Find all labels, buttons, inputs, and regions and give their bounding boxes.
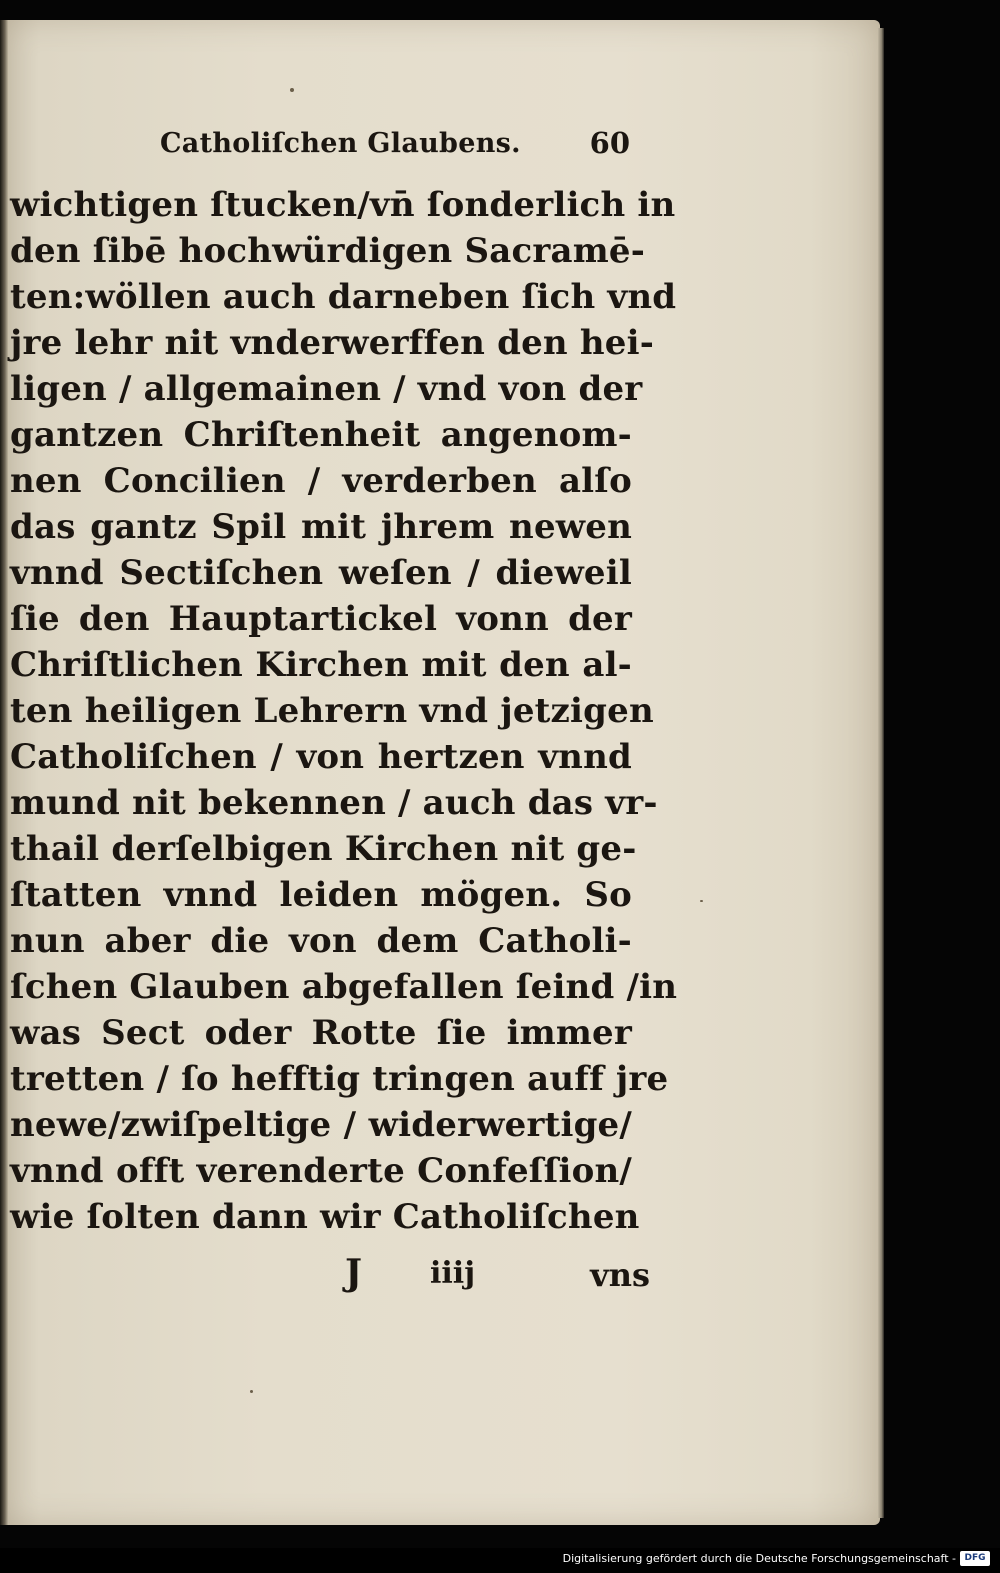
paper-speck xyxy=(290,88,294,92)
text-line: wie ſolten dann wir Catholiſchen xyxy=(10,1197,640,1237)
text-line: nun aber die von dem Catholi- xyxy=(10,921,632,961)
catchline xyxy=(10,1252,650,1302)
digitization-footer xyxy=(0,1548,1000,1573)
text-line: nen Concilien / verderben alſo xyxy=(10,461,632,501)
text-line: ſie den Hauptartickel vonn der xyxy=(10,599,632,639)
running-head xyxy=(160,128,630,168)
paper-speck xyxy=(250,1390,253,1393)
text-line: den ſibē hochwürdigen Sacramē- xyxy=(10,231,646,271)
text-line: ten heiligen Lehrern vnd jetzigen xyxy=(10,691,654,731)
text-line: wichtigen ſtucken/vn̄ ſonderlich in xyxy=(10,185,676,225)
paper-speck xyxy=(700,900,703,902)
text-line: thail derſelbigen Kirchen nit ge- xyxy=(10,829,637,869)
funding-credit: Digitalisierung gefördert durch die Deutsche Forschungsgemeinschaft - xyxy=(562,1552,956,1565)
page-number: 60 xyxy=(589,126,630,160)
text-line: ligen / allgemainen / vnd von der xyxy=(10,369,643,409)
text-line: Catholiſchen / von hertzen vnnd xyxy=(10,737,632,777)
running-head-title: Catholiſchen Glaubens. xyxy=(160,128,521,159)
text-line: tretten / ſo hefftig tringen auff jre xyxy=(10,1059,669,1099)
text-line: gantzen Chriſtenheit angenom- xyxy=(10,415,632,455)
text-line: das gantz Spil mit jhrem newen xyxy=(10,507,632,547)
text-line: jre lehr nit vnderwerffen den hei- xyxy=(10,323,655,363)
page-fore-edge xyxy=(878,28,884,1518)
signature-number: iiij xyxy=(430,1256,476,1291)
text-line: newe/zwiſpeltige / widerwertige/ xyxy=(10,1105,632,1145)
page-gutter-edge xyxy=(0,20,8,1525)
text-line: mund nit bekennen / auch das vr- xyxy=(10,783,658,823)
text-line: vnnd offt verenderte Confeſſion/ xyxy=(10,1151,632,1191)
text-line: vnnd Sectiſchen weſen / dieweil xyxy=(10,553,632,593)
text-line: ſtatten vnnd leiden mögen. So xyxy=(10,875,632,915)
text-line: Chriſtlichen Kirchen mit den al- xyxy=(10,645,632,685)
text-line: was Sect oder Rotte ſie immer xyxy=(10,1013,632,1053)
dfg-logo: DFG xyxy=(960,1551,990,1566)
text-line: ten:wöllen auch darneben ſich vnd xyxy=(10,277,677,317)
catchword: vns xyxy=(590,1256,650,1294)
signature-mark: J xyxy=(345,1252,367,1294)
text-line: ſchen Glauben abgefallen ſeind /in xyxy=(10,967,678,1007)
